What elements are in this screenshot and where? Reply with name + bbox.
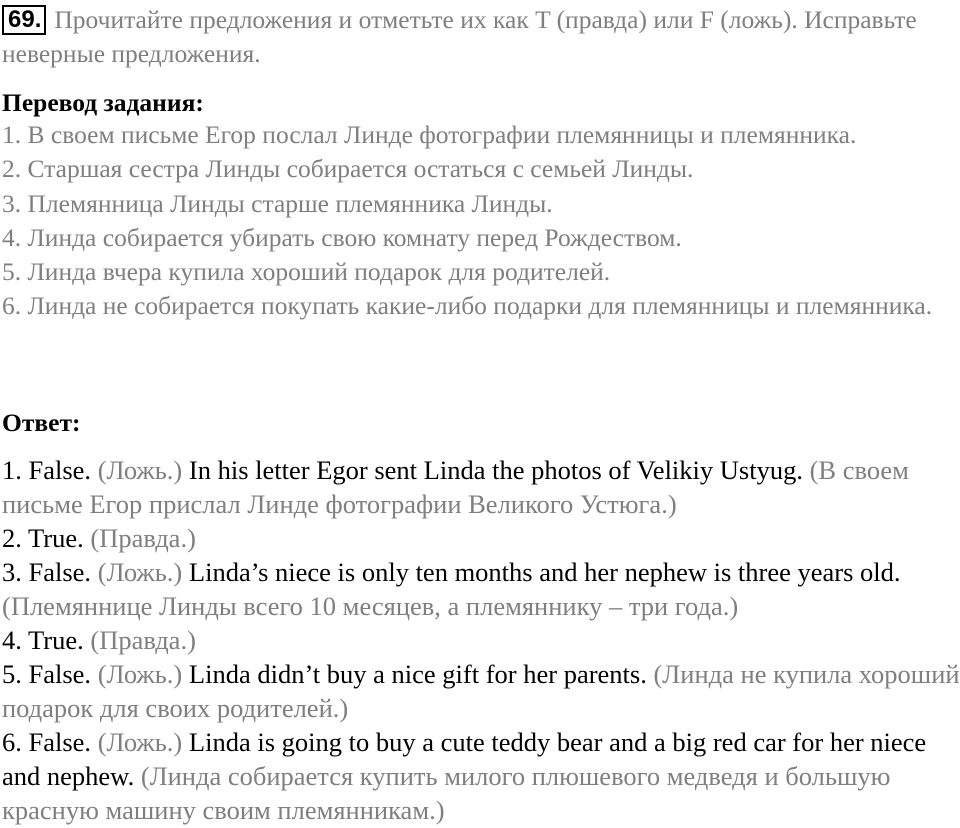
- translation-item: 1. В своем письме Егор послал Линде фотографии племянницы и племянника.: [2, 120, 857, 149]
- answer-verdict-ru: (Ложь.): [91, 455, 183, 485]
- answer-correction-ru: (Линда не купила хороший подарок для своих родителей.): [2, 659, 960, 723]
- answer-item: [2, 521, 960, 555]
- answer-lead: 6. False.: [2, 727, 92, 757]
- answer-verdict-ru: (Правда.): [83, 625, 196, 655]
- answer-verdict-ru: (Ложь.): [91, 557, 183, 587]
- translation-item: 5. Линда вчера купила хороший подарок для родителей.: [2, 257, 611, 287]
- answer-item: [2, 623, 960, 657]
- answer-heading: Ответ:: [2, 408, 81, 437]
- answer-lead: 1. False.: [2, 455, 92, 485]
- answer-lead: 2. True.: [2, 523, 84, 553]
- translation-item: 2. Старшая сестра Линды собирается остаться с семьей Линды.: [2, 154, 694, 184]
- answer-correction-en: In his letter Egor sent Linda the photos of Velikiy Ustyug.: [182, 455, 803, 485]
- answer-correction-en: Linda didn’t buy a nice gift for her parents.: [182, 659, 647, 689]
- task-text: Прочитайте предложения и отметьте их как T (правда) или F (ложь). Исправьте неверные предложения.: [2, 5, 917, 68]
- answer-correction-en: Linda’s niece is only ten months and her nephew is three years old.: [182, 557, 901, 587]
- answer-verdict-ru: (Ложь.): [91, 727, 183, 757]
- task-instruction: [2, 3, 958, 71]
- task-number: 69.: [2, 5, 46, 35]
- answer-verdict-ru: (Ложь.): [91, 659, 183, 689]
- answer-item: [2, 555, 960, 623]
- answer-correction-ru: (В своем письме Егор прислал Линде фотографии Великого Устюга.): [2, 455, 909, 519]
- translation-item: 6. Линда не собирается покупать какие-либо подарки для племянницы и племянника.: [2, 291, 933, 321]
- answer-item: [2, 657, 960, 725]
- answer-lead: 4. True.: [2, 625, 84, 655]
- translation-heading: Перевод задания:: [2, 88, 204, 117]
- answer-list: [2, 453, 960, 827]
- answer-verdict-ru: (Правда.): [83, 523, 196, 553]
- answer-lead: 3. False.: [2, 557, 92, 587]
- answer-item: [2, 725, 960, 827]
- answer-correction-en: Linda is going to buy a cute teddy bear and a big red car for her niece and nephew.: [2, 727, 927, 791]
- translation-item: 4. Линда собирается убирать свою комнату перед Рождеством.: [2, 222, 682, 252]
- translation-list: [2, 118, 958, 324]
- answer-correction-ru: (Племяннице Линды всего 10 месяцев, а племяннику – три года.): [2, 591, 739, 621]
- translation-item: 3. Племянница Линды старше племянника Линды.: [2, 188, 553, 218]
- answer-correction-ru: (Линда собирается купить милого плюшевого медведя и большую красную машину своим племянникам.): [2, 761, 891, 825]
- answer-lead: 5. False.: [2, 659, 92, 689]
- answer-item: [2, 453, 960, 521]
